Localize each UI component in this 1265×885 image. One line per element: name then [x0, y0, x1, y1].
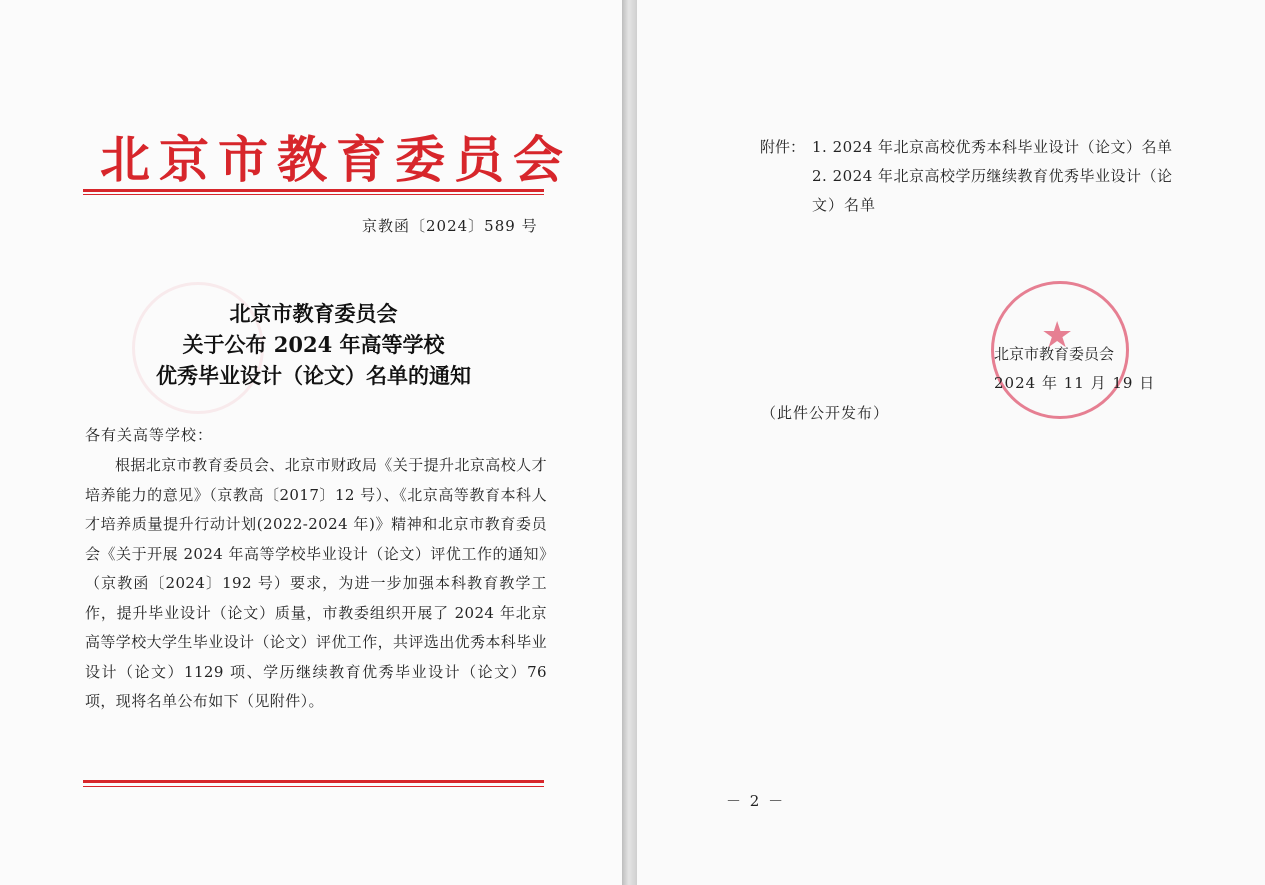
issue-date: 2024 年 11 月 19 日: [994, 374, 1156, 392]
document-number: 京教函〔2024〕589 号: [362, 217, 538, 235]
attachment-item-2-continued: 文）名单: [812, 196, 877, 214]
attachment-item-2: 2. 2024 年北京高校学历继续教育优秀毕业设计（论: [812, 167, 1173, 185]
document-title-line-1: 北京市教育委员会: [229, 301, 398, 326]
public-release-note: （此件公开发布）: [761, 404, 890, 422]
letterhead-title: 北京市教育委员会: [100, 130, 572, 189]
document-title-line-3: 优秀毕业设计（论文）名单的通知: [156, 363, 471, 388]
letterhead-rule-thin: [83, 194, 544, 195]
footer-rule-thick: [83, 780, 544, 783]
page-gutter: [622, 0, 637, 885]
seal-star-icon: ★: [1041, 315, 1074, 356]
letterhead-rule-thick: [83, 189, 544, 192]
attachment-label: 附件：: [760, 138, 806, 156]
issuer-name: 北京市教育委员会: [994, 345, 1115, 363]
attachment-item-1: 1. 2024 年北京高校优秀本科毕业设计（论文）名单: [812, 138, 1173, 156]
body-paragraph: 根据北京市教育委员会、北京市财政局《关于提升北京高校人才培养能力的意见》（京教高〔2017〕12 号）、《北京高等教育本科人才培养质量提升行动计划(2022-2024 年)》精神和北京市教育委员会《关于开展 2024 年高等学校毕业设计（论文）评优工作的通知》（京教函〔2024〕192 号）要求，为进一步加强本科教育教学工作，提升毕业设计（论文）质量，市教委组织开展了 2024 年北京高等学校大学生毕业设计（论文）评优工作，共评选出优秀本科毕业设计（论文）1129 项、学历继续教育优秀毕业设计（论文）76 项，现将名单公布如下（见附件）。: [85, 456, 548, 710]
page-number: － 2 －: [726, 792, 786, 810]
salutation: 各有关高等学校：: [85, 426, 214, 444]
footer-rule-thin: [83, 786, 544, 787]
document-page-right: [637, 0, 1265, 885]
document-title-line-2: 关于公布 2024 年高等学校: [182, 332, 445, 357]
